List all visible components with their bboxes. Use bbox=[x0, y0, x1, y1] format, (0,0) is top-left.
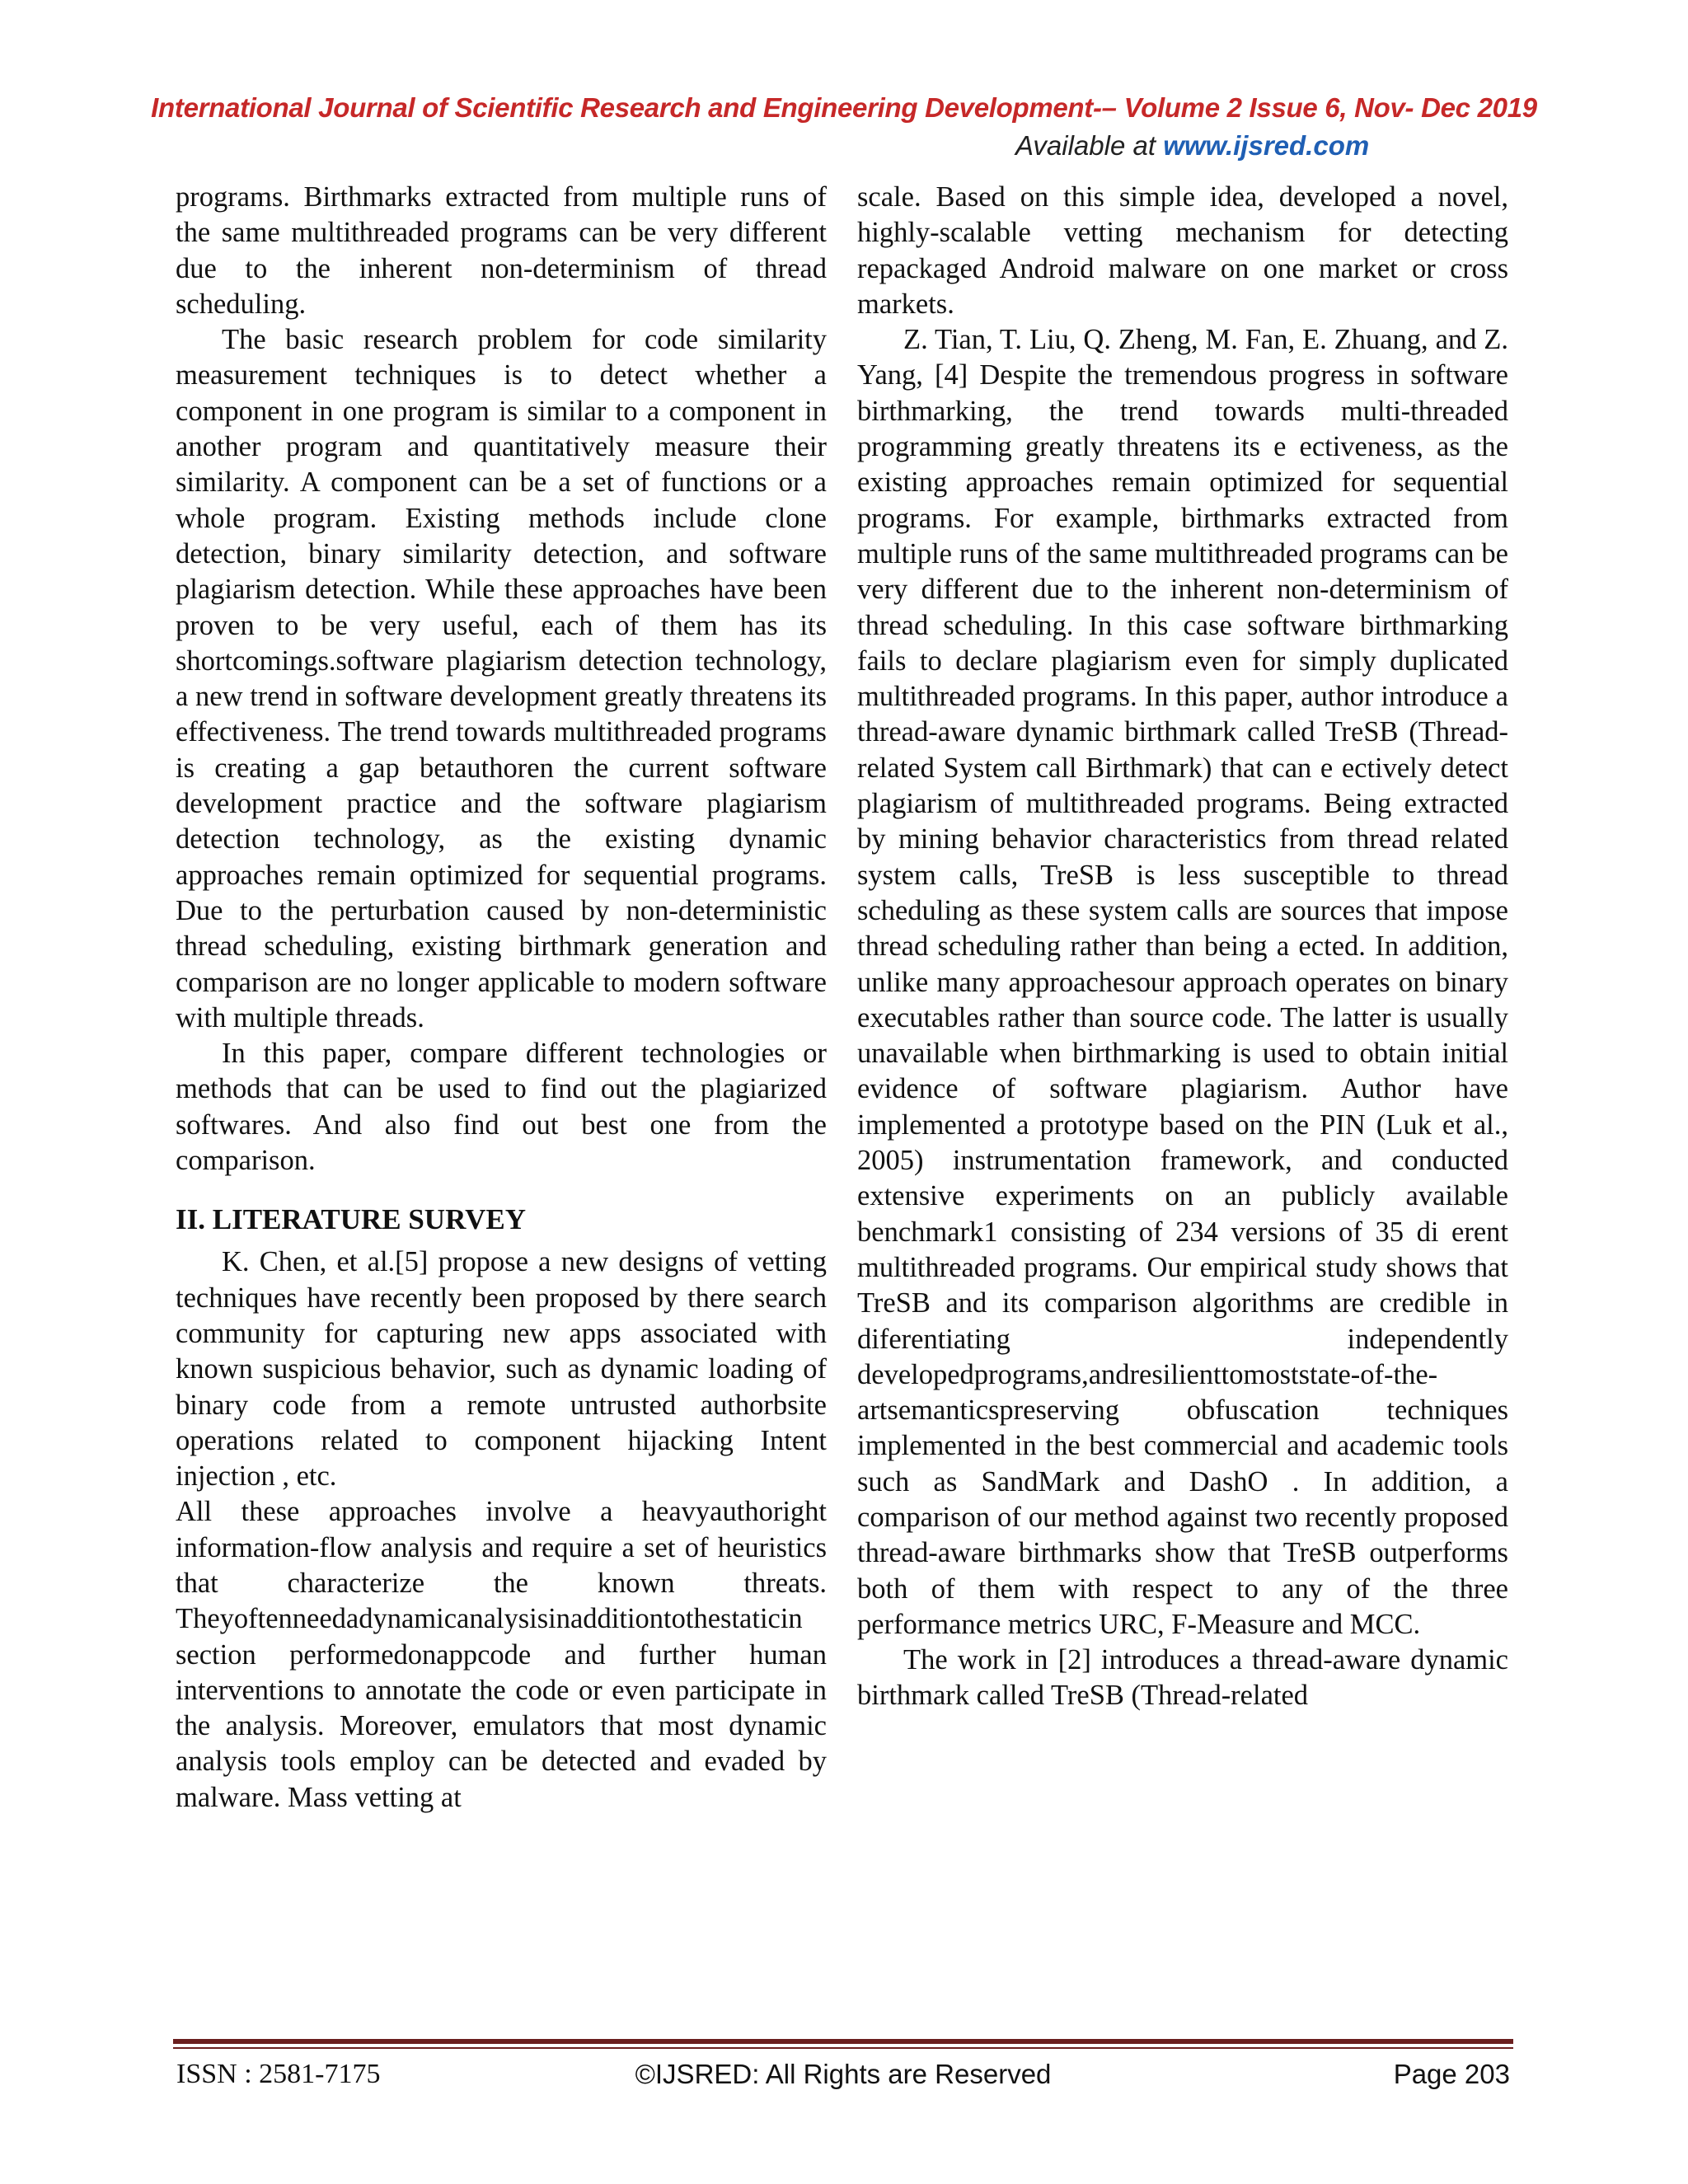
journal-header-title: International Journal of Scientific Research and Engineering Development-– Volume 2 Issue 6, Nov- Dec 2019 bbox=[151, 92, 1537, 123]
paragraph: The basic research problem for code similarity measurement techniques is to detect whether a component in one program is similar to a component in another program and quantitatively measure their similarity. A component can be a set of functions or a whole program. Existing methods include clone detection, binary similarity detection, and software plagiarism detection. While these approaches have been proven to be very useful, each of them has its shortcomings.software plagiarism detection technology, a new trend in software development greatly threatens its effectiveness. The trend towards multithreaded programs is creating a gap betauthoren the current software development practice and the software plagiarism detection technology, as the existing dynamic approaches remain optimized for sequential programs. Due to the perturbation caused by non-deterministic thread scheduling, existing birthmark generation and comparison are no longer applicable to modern software with multiple threads. bbox=[176, 324, 827, 1033]
available-at-label: Available at bbox=[1015, 130, 1164, 161]
paragraph: K. Chen, et al.[5] propose a new designs of vetting techniques have recently been proposed by there search community for capturing new apps associated with known suspicious behavior, such as dynamic loading of binary code from a remote untrusted authorbsite operations related to component hijacking Intent injection , etc. bbox=[176, 1246, 827, 1493]
footer-copyright: ©IJSRED: All Rights are Reserved bbox=[635, 2059, 1052, 2089]
paragraph: In this paper, compare different technologies or methods that can be used to find out the plagiarized softwares. And also find out best one from the comparison. bbox=[176, 1038, 827, 1177]
paragraph: The work in [2] introduces a thread-aware dynamic birthmark called TreSB (Thread-related bbox=[857, 1644, 1508, 1712]
footer-divider-thick bbox=[173, 2039, 1513, 2044]
paragraph: scale. Based on this simple idea, developed a novel, highly-scalable vetting mechanism for detecting repackaged Android malware on one market or cross markets. bbox=[857, 181, 1508, 320]
right-text-column bbox=[857, 180, 1508, 1714]
footer-issn: ISSN : 2581-7175 bbox=[176, 2059, 381, 2089]
journal-availability-line bbox=[1015, 130, 1369, 162]
paragraph: All these approaches involve a heavyauthoright information-flow analysis and require a set of heuristics that characterize the known threats. Theyoftenneedadynamicanalysisinadditiontothestaticin section performedonappcode and further human interventions to annotate the code or even participate in the analysis. Moreover, emulators that most dynamic analysis tools employ can be detected and evaded by malware. Mass vetting at bbox=[176, 1496, 827, 1813]
footer-page-number: Page 203 bbox=[1393, 2059, 1510, 2089]
page-footer bbox=[173, 2059, 1513, 2095]
journal-website-link[interactable]: www.ijsred.com bbox=[1163, 130, 1370, 161]
footer-divider-thin bbox=[173, 2047, 1513, 2049]
left-text-column bbox=[176, 180, 827, 1816]
paragraph: programs. Birthmarks extracted from multiple runs of the same multithreaded programs can be very different due to the inherent non-determinism of thread scheduling. bbox=[176, 181, 827, 320]
paragraph: Z. Tian, T. Liu, Q. Zheng, M. Fan, E. Zhuang, and Z. Yang, [4] Despite the tremendous progress in software birthmarking, the trend towards multi-threaded programming greatly threatens its e ectiveness, as the existing approaches remain optimized for sequential programs. For example, birthmarks extracted from multiple runs of the same multithreaded programs can be very different due to the inherent non-determinism of thread scheduling. In this case software birthmarking fails to declare plagiarism even for simply duplicated multithreaded programs. In this paper, author introduce a thread-aware dynamic birthmark called TreSB (Thread-related System call Birthmark) that can e ectively detect plagiarism of multithreaded programs. Being extracted by mining behavior characteristics from thread related system calls, TreSB is less susceptible to thread scheduling as these system calls are sources that impose thread scheduling rather than being a ected. In addition, unlike many approachesour approach operates on binary executables rather than source code. The latter is usually unavailable when birthmarking is used to obtain initial evidence of software plagiarism. Author have implemented a prototype based on the PIN (Luk et al., 2005) instrumentation framework, and conducted extensive experiments on an publicly available benchmark1 consisting of 234 versions of 35 di erent multithreaded programs. Our empirical study shows that TreSB and its comparison algorithms are credible in diferentiating independently developedprograms,andresilienttomoststate-of-the-artsemanticspreserving obfuscation techniques implemented in the best commercial and academic tools such as SandMark and DashO . In addition, a comparison of our method against two recently proposed thread-aware birthmarks show that TreSB outperforms both of them with respect to any of the three performance metrics URC, F-Measure and MCC. bbox=[857, 324, 1508, 1640]
section-heading-literature-survey: II. LITERATURE SURVEY bbox=[176, 1203, 527, 1236]
